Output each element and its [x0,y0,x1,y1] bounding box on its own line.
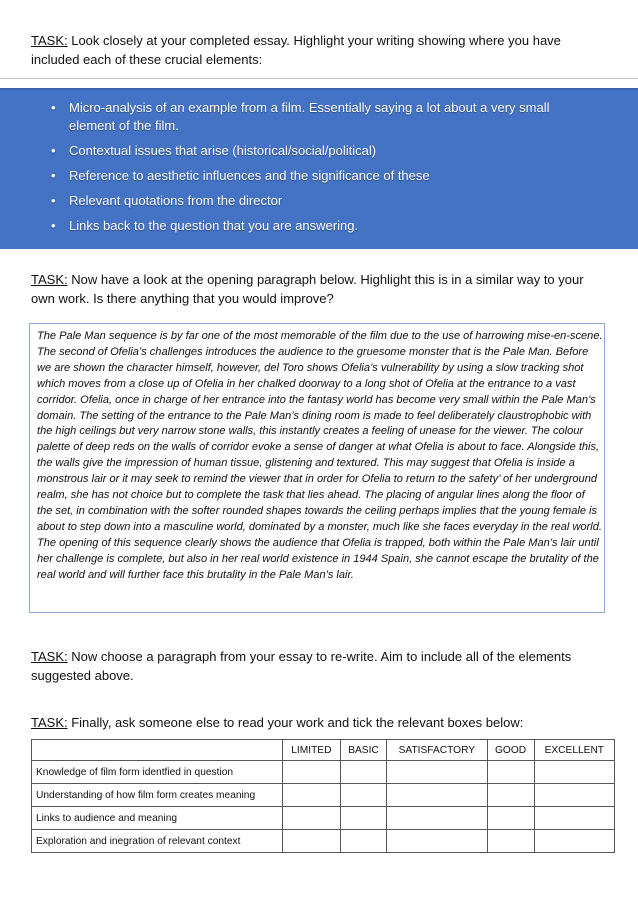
crucial-elements-box [0,88,638,249]
task-label: TASK: [31,272,68,287]
tick-box[interactable] [387,830,487,853]
tick-box[interactable] [340,830,386,853]
tick-box[interactable] [487,830,534,853]
example-paragraph: The Pale Man sequence is by far one of the most memorable of the film due to the use of harrowing mise-en-scene. The second of Ofelia’s challenges introduces the audience to the gruesome monster that is the Pale Man. Before we are shown the character himself, however, del Toro shows Ofelia’s vulnerability by using a slow tracking shot which moves from a close up of Ofelia in her chalked doorway to a long shot of Ofelia at the entrance to a vast corridor. Ofelia, once in charge of her entrance into the fantasy world has become very small within the Pale Man’s domain. The setting of the entrance to the Pale Man’s dining room is made to feel deliberately claustrophobic with the high ceilings but very narrow stone walls, this instantly creates a feeling of unease for the viewer. The colour palette of deep reds on the walls of corridor evoke a sense of danger at what Ofelia is about to face. Alongside this, the walls give the impression of human tissue, glistening and textured. This may suggest that Ofelia is inside a monstrous lair or it may seek to remind the viewer that in order for Ofelia to return to the safety’ of her underground realm, she has not choice but to complete the task that lies ahead. The placing of angular lines along the floor of the set, in combination with the softer rounded shapes towards the ceiling perhaps implies that the young female is about to step down into a masculine world, dominated by a monster, much like she faces everyday in the real world. The opening of this sequence clearly shows the audience that Ofelia is trapped, both within the Pale Man’s lair until her challenge is complete, but also in her real world existence in 1944 Spain, she cannot escape the brutality of the real world and will further face this brutality in the Pale Man’s lair. [37,330,603,581]
tick-box[interactable] [534,830,614,853]
criterion-label: Understanding of how film form creates meaning [32,784,283,807]
tick-box[interactable] [340,784,386,807]
criterion-label: Knowledge of film form identfied in question [32,761,283,784]
table-header-row [32,740,615,761]
list-item: • Micro-analysis of an example from a film. Essentially saying a lot about a very small element of the film. [51,100,550,133]
tick-box[interactable] [534,807,614,830]
column-header: LIMITED [283,740,341,761]
tick-box[interactable] [340,807,386,830]
bullet-icon: • [51,218,56,233]
bullet-icon: • [51,100,56,115]
bullet-icon: • [51,168,56,183]
tick-box[interactable] [283,807,341,830]
tick-box[interactable] [534,784,614,807]
tick-box[interactable] [534,761,614,784]
tick-box[interactable] [387,807,487,830]
tick-box[interactable] [487,784,534,807]
tick-box[interactable] [283,830,341,853]
task-instruction-review-paragraph [31,270,611,308]
tick-box[interactable] [487,761,534,784]
task-text: Look closely at your completed essay. Highlight your writing showing where you have included each of these crucial elements: [31,33,561,67]
crucial-elements-list [0,99,638,242]
peer-review-table [31,739,615,853]
tick-box[interactable] [340,761,386,784]
example-paragraph-box [29,323,605,613]
list-item: • Relevant quotations from the director [51,193,283,208]
column-header: EXCELLENT [534,740,614,761]
table-row [32,784,615,807]
column-header: BASIC [340,740,386,761]
task-label: TASK: [31,649,68,664]
header-blank [32,740,283,761]
table-row [32,830,615,853]
criterion-label: Exploration and inegration of relevant context [32,830,283,853]
bullet-icon: • [51,193,56,208]
tick-box[interactable] [487,807,534,830]
task-label: TASK: [31,715,68,730]
column-header: GOOD [487,740,534,761]
task-label: TASK: [31,33,68,48]
task-text: Now have a look at the opening paragraph below. Highlight this is in a similar way to your own work. Is there anything that you would improve? [31,272,584,306]
tick-box[interactable] [283,761,341,784]
table-row [32,761,615,784]
task-instruction-highlight [31,31,611,69]
list-item: • Reference to aesthetic influences and the significance of these [51,168,430,183]
table-row [32,807,615,830]
column-header: SATISFACTORY [387,740,487,761]
task-text: Now choose a paragraph from your essay to re-write. Aim to include all of the elements suggested above. [31,649,572,683]
task-instruction-peer-review [31,713,611,732]
criterion-label: Links to audience and meaning [32,807,283,830]
list-item: • Contextual issues that arise (historical/social/political) [51,143,377,158]
tick-box[interactable] [387,761,487,784]
tick-box[interactable] [283,784,341,807]
divider [0,78,638,79]
bullet-icon: • [51,143,56,158]
task-instruction-rewrite [31,647,611,685]
tick-box[interactable] [387,784,487,807]
task-text: Finally, ask someone else to read your work and tick the relevant boxes below: [67,715,524,730]
list-item: • Links back to the question that you are answering. [51,218,359,233]
